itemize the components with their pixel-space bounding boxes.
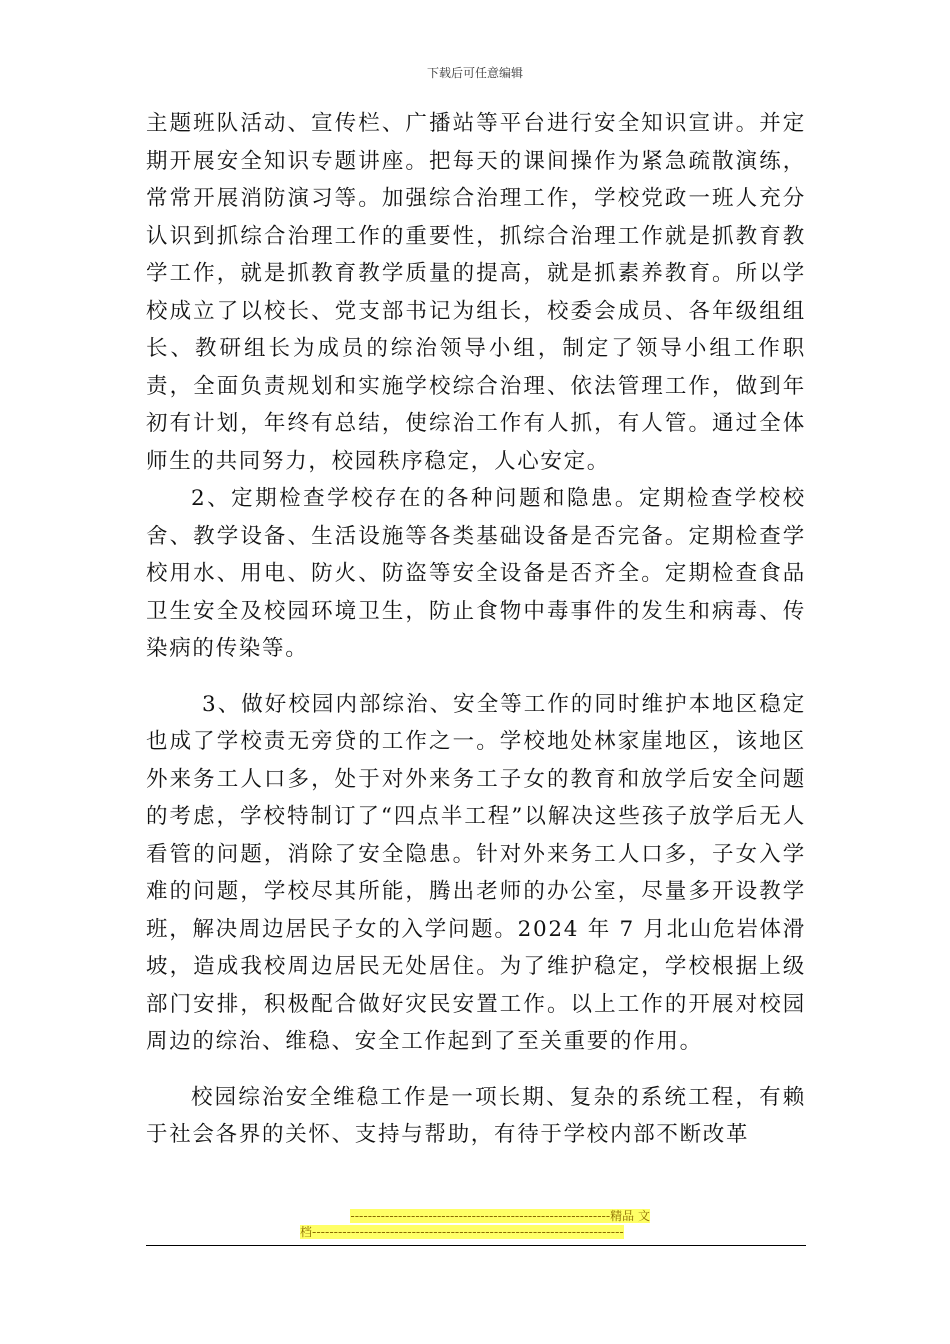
paragraph-4: 校园综治安全维稳工作是一项长期、复杂的系统工程，有赖于社会各界的关怀、支持与帮助，有待于学校内部不断改革 bbox=[146, 1084, 806, 1147]
paragraph-1: 主题班队活动、宣传栏、广播站等平台进行安全知识宣讲。并定期开展安全知识专题讲座。把每天的课间操作为紧急疏散演练，常常开展消防演习等。加强综合治理工作，学校党政一班人充分认识到抓综合治理工作的重要性，抓综合治理工作就是抓教育教学工作，就是抓教育教学质量的提高，就是抓素养教育。所以学校成立了以校长、党支部书记为组长，校委会成员、各年级组组长、教研组长为成员的综治领导小组，制定了领导小组工作职责，全面负责规划和实施学校综合治理、依法管理工作，做到年初有计划，年终有总结，使综治工作有人抓，有人管。通过全体师生的共同努力，校园秩序稳定，人心安定。 bbox=[146, 111, 806, 474]
page-header: 下载后可任意编辑 bbox=[426, 66, 523, 80]
footer-watermark bbox=[300, 1208, 650, 1240]
document-body bbox=[146, 105, 806, 1154]
footer-watermark-line-1: ------------------------------------------------------------精品 文 bbox=[350, 1209, 650, 1223]
footer-watermark-line-2: 档------------------------------------------------------------------------ bbox=[300, 1225, 624, 1239]
paragraph-2: 2、定期检查学校存在的各种问题和隐患。定期检查学校校舍、教学设备、生活设施等各类基础设备是否完备。定期检查学校用水、用电、防火、防盗等安全设备是否齐全。定期检查食品卫生安全及校园环境卫生，防止食物中毒事件的发生和病毒、传染病的传染等。 bbox=[146, 486, 806, 661]
paragraph-3: 3、做好校园内部综治、安全等工作的同时维护本地区稳定也成了学校责无旁贷的工作之一。学校地处林家崖地区，该地区外来务工人口多，处于对外来务工子女的教育和放学后安全问题的考虑，学校特制订了“四点半工程”以解决这些孩子放学后无人看管的问题，消除了安全隐患。针对外来务工人口多，子女入学难的问题，学校尽其所能，腾出老师的办公室，尽量多开设教学班，解决周边居民子女的入学问题。2024 年 7 月北山危岩体滑坡，造成我校周边居民无处居住。为了维护稳定，学校根据上级部门安排，积极配合做好灾民安置工作。以上工作的开展对校园周边的综治、维稳、安全工作起到了至关重要的作用。 bbox=[146, 691, 806, 1054]
footer-divider bbox=[146, 1245, 806, 1246]
